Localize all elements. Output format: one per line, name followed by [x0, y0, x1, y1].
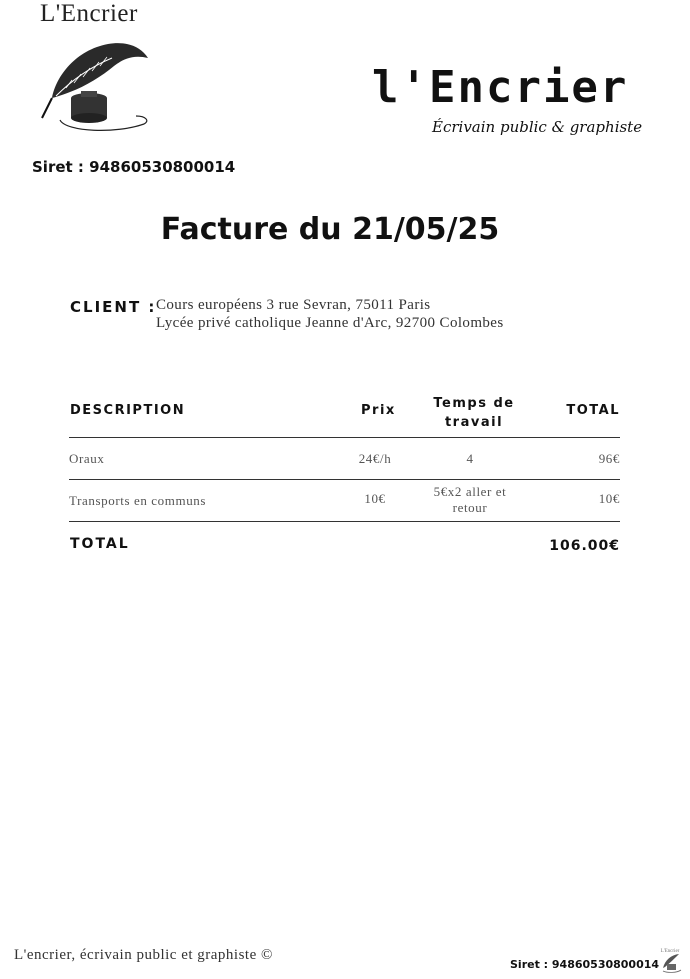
row-1-description: Oraux	[69, 451, 105, 466]
total-value: 106.00€	[549, 538, 620, 554]
invoice-title: Facture du 21/05/25	[160, 212, 500, 247]
header-description: DESCRIPTION	[70, 403, 186, 418]
footer-logo-text: L'Encrier	[660, 949, 680, 954]
client-address-line-1: Cours européens 3 rue Sevran, 75011 Paris	[156, 297, 431, 313]
row-2-total: 10€	[598, 491, 620, 506]
row-2-description: Transports en communs	[69, 493, 207, 508]
header-temps-line-2: travail	[444, 415, 504, 430]
siret-number: Siret : 94860530800014	[32, 158, 236, 176]
brand-tagline: Écrivain public & graphiste	[432, 118, 643, 136]
client-label: CLIENT :	[70, 298, 157, 316]
footer-copyright: L'encrier, écrivain public et graphiste ©	[14, 947, 273, 963]
row-2-temps-line-1: 5€x2 aller et	[433, 484, 507, 499]
total-label: TOTAL	[70, 536, 130, 552]
row-1-prix: 24€/h	[358, 451, 392, 466]
row-2-temps-line-2: retour	[452, 500, 488, 515]
header-temps-line-1: Temps de	[433, 396, 515, 411]
table-divider	[69, 479, 620, 480]
table-divider	[69, 521, 620, 522]
logo-text: L'Encrier	[40, 0, 138, 27]
footer-siret: Siret : 94860530800014	[510, 958, 660, 971]
header-prix: Prix	[361, 403, 396, 418]
row-2-prix: 10€	[364, 491, 386, 506]
footer-logo-icon	[657, 946, 683, 979]
row-1-total: 96€	[598, 451, 620, 466]
header-temps	[420, 394, 528, 432]
table-divider	[69, 437, 620, 438]
quill-inkwell-icon	[36, 36, 156, 141]
header-total: TOTAL	[566, 403, 620, 418]
client-address	[156, 296, 504, 332]
brand-name: l'Encrier	[372, 62, 629, 113]
client-address-line-2: Lycée privé catholique Jeanne d'Arc, 92700 Colombes	[156, 315, 504, 331]
row-1-temps: 4	[466, 451, 474, 466]
row-2-temps	[410, 484, 530, 516]
